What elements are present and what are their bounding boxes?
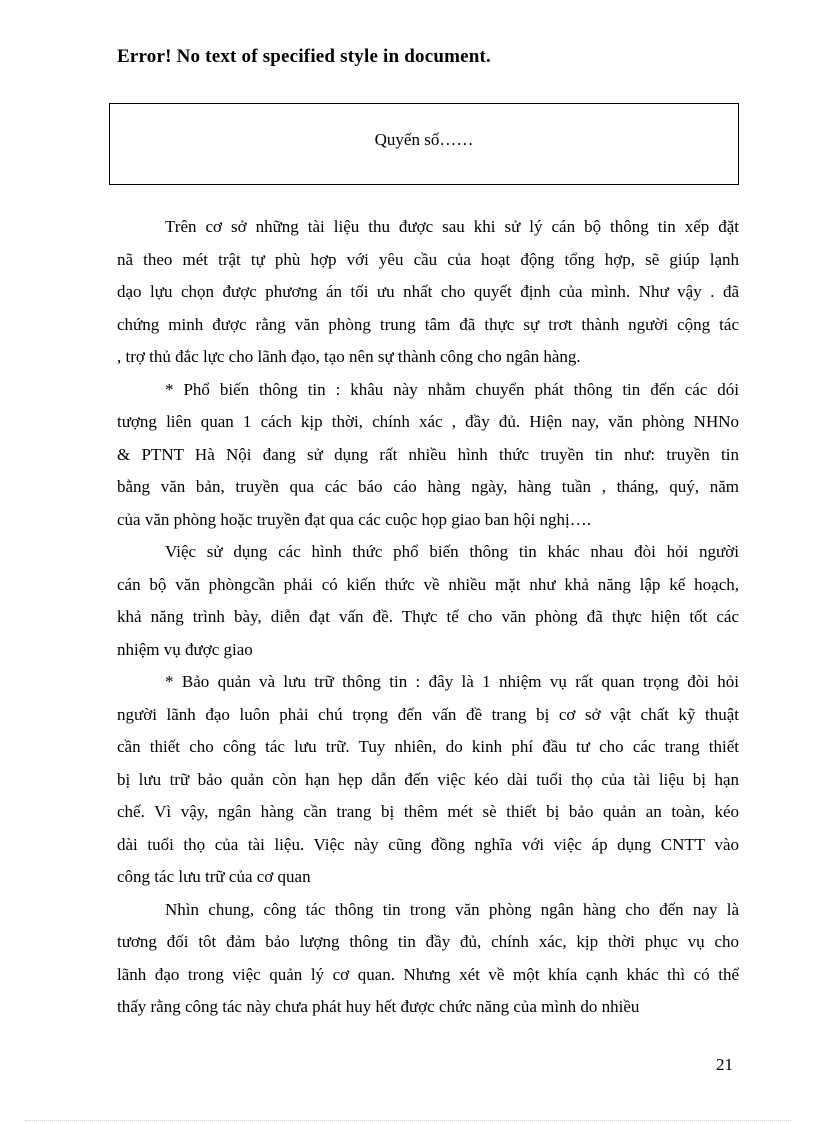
paragraph-line: tương đối tôt đảm bảo lượng thông tin đầy đủ, chính xác, kịp thời phục vụ cho <box>117 932 739 951</box>
paragraph-line: thấy rằng công tác này chưa phát huy hết được chức năng của mình do nhiều <box>117 997 640 1016</box>
paragraph <box>117 536 739 666</box>
paragraph-line: người lãnh đạo luôn phải chú trọng đến vấn đề trang bị cơ sở vật chất kỹ thuật <box>117 704 739 724</box>
paragraph-line: bằng văn bản, truyền qua các báo cáo hàng ngày, hàng tuần , tháng, quý, năm <box>117 477 739 496</box>
paragraph-line: bị lưu trữ bảo quản còn hạn hẹp dẫn đến việc kéo dài tuổi thọ của tài liệu bị hạn <box>117 769 739 789</box>
paragraph-line: * Phổ biến thông tin : khâu này nhằm chuyển phát thông tin đến các dói <box>165 379 739 399</box>
paragraph-line: Việc sử dụng các hình thức phổ biến thông tin khác nhau đòi hỏi người <box>165 542 739 561</box>
paragraph-line: cần thiết cho công tác lưu trữ. Tuy nhiên, do kinh phí đầu tư cho các trang thiết <box>117 737 739 756</box>
paragraph-line: của văn phòng hoặc truyền đạt qua các cuộc họp giao ban hội nghị…. <box>117 509 591 529</box>
style-error-heading: Error! No text of specified style in document. <box>117 46 492 67</box>
paragraph-line: cán bộ văn phòngcần phải có kiến thức về nhiều mặt như khả năng lập kế hoạch, <box>117 574 739 594</box>
page-number: 21 <box>716 1055 733 1074</box>
paragraph-line: , trợ thủ đắc lực cho lãnh đạo, tạo nên sự thành công cho ngân hàng. <box>117 347 581 366</box>
paragraph-line: & PTNT Hà Nội đang sử dụng rất nhiều hình thức truyền tin như: truyền tin <box>117 444 739 464</box>
paragraph-line: Nhìn chung, công tác thông tin trong văn phòng ngân hàng cho đến nay là <box>165 899 739 919</box>
paragraph <box>117 666 739 894</box>
paragraph-line: lãnh đạo trong việc quản lý cơ quan. Nhưng xét về một khía cạnh khác thì có thể <box>117 964 739 984</box>
paragraph-line: * Bảo quản và lưu trữ thông tin : đây là 1 nhiệm vụ rất quan trọng đòi hỏi <box>165 672 739 691</box>
paragraph-line: nã theo mét trật tự phù hợp với yêu cầu của hoạt động tổng hợp, sẽ giúp lạnh <box>117 249 739 269</box>
body-text <box>117 211 739 1024</box>
paragraph-line: Trên cơ sở những tài liệu thu được sau khi sử lý cán bộ thông tin xếp đặt <box>165 217 739 236</box>
page-bottom-rule <box>25 1120 791 1121</box>
paragraph-line: tượng liên quan 1 cách kịp thời, chính xác , đầy đủ. Hiện nay, văn phòng NHNo <box>117 412 739 431</box>
paragraph-line: chế. Vì vậy, ngân hàng cần trang bị thêm mét sè thiết bị bảo quản an toàn, kéo <box>117 802 739 821</box>
paragraph-line: dạo lựu chọn được phương án tối ưu nhất cho quyết định của mình. Như vậy . đã <box>117 282 739 301</box>
paragraph-line: công tác lưu trữ của cơ quan <box>117 867 311 886</box>
paragraph-line: dài tuổi thọ của tài liệu. Việc này cũng đồng nghĩa với việc áp dụng CNTT vào <box>117 834 739 854</box>
paragraph-line: nhiệm vụ được giao <box>117 639 253 659</box>
paragraph-line: khả năng trình bày, diễn đạt vấn đề. Thực tế cho văn phòng đã thực hiện tốt các <box>117 607 739 626</box>
volume-number-label: Quyển số…… <box>374 130 474 149</box>
volume-number-box <box>109 103 739 185</box>
paragraph <box>117 211 739 374</box>
paragraph <box>117 374 739 537</box>
paragraph <box>117 894 739 1024</box>
paragraph-line: chứng minh được rằng văn phòng trung tâm đã thực sự trơt thành người cộng tác <box>117 314 739 334</box>
